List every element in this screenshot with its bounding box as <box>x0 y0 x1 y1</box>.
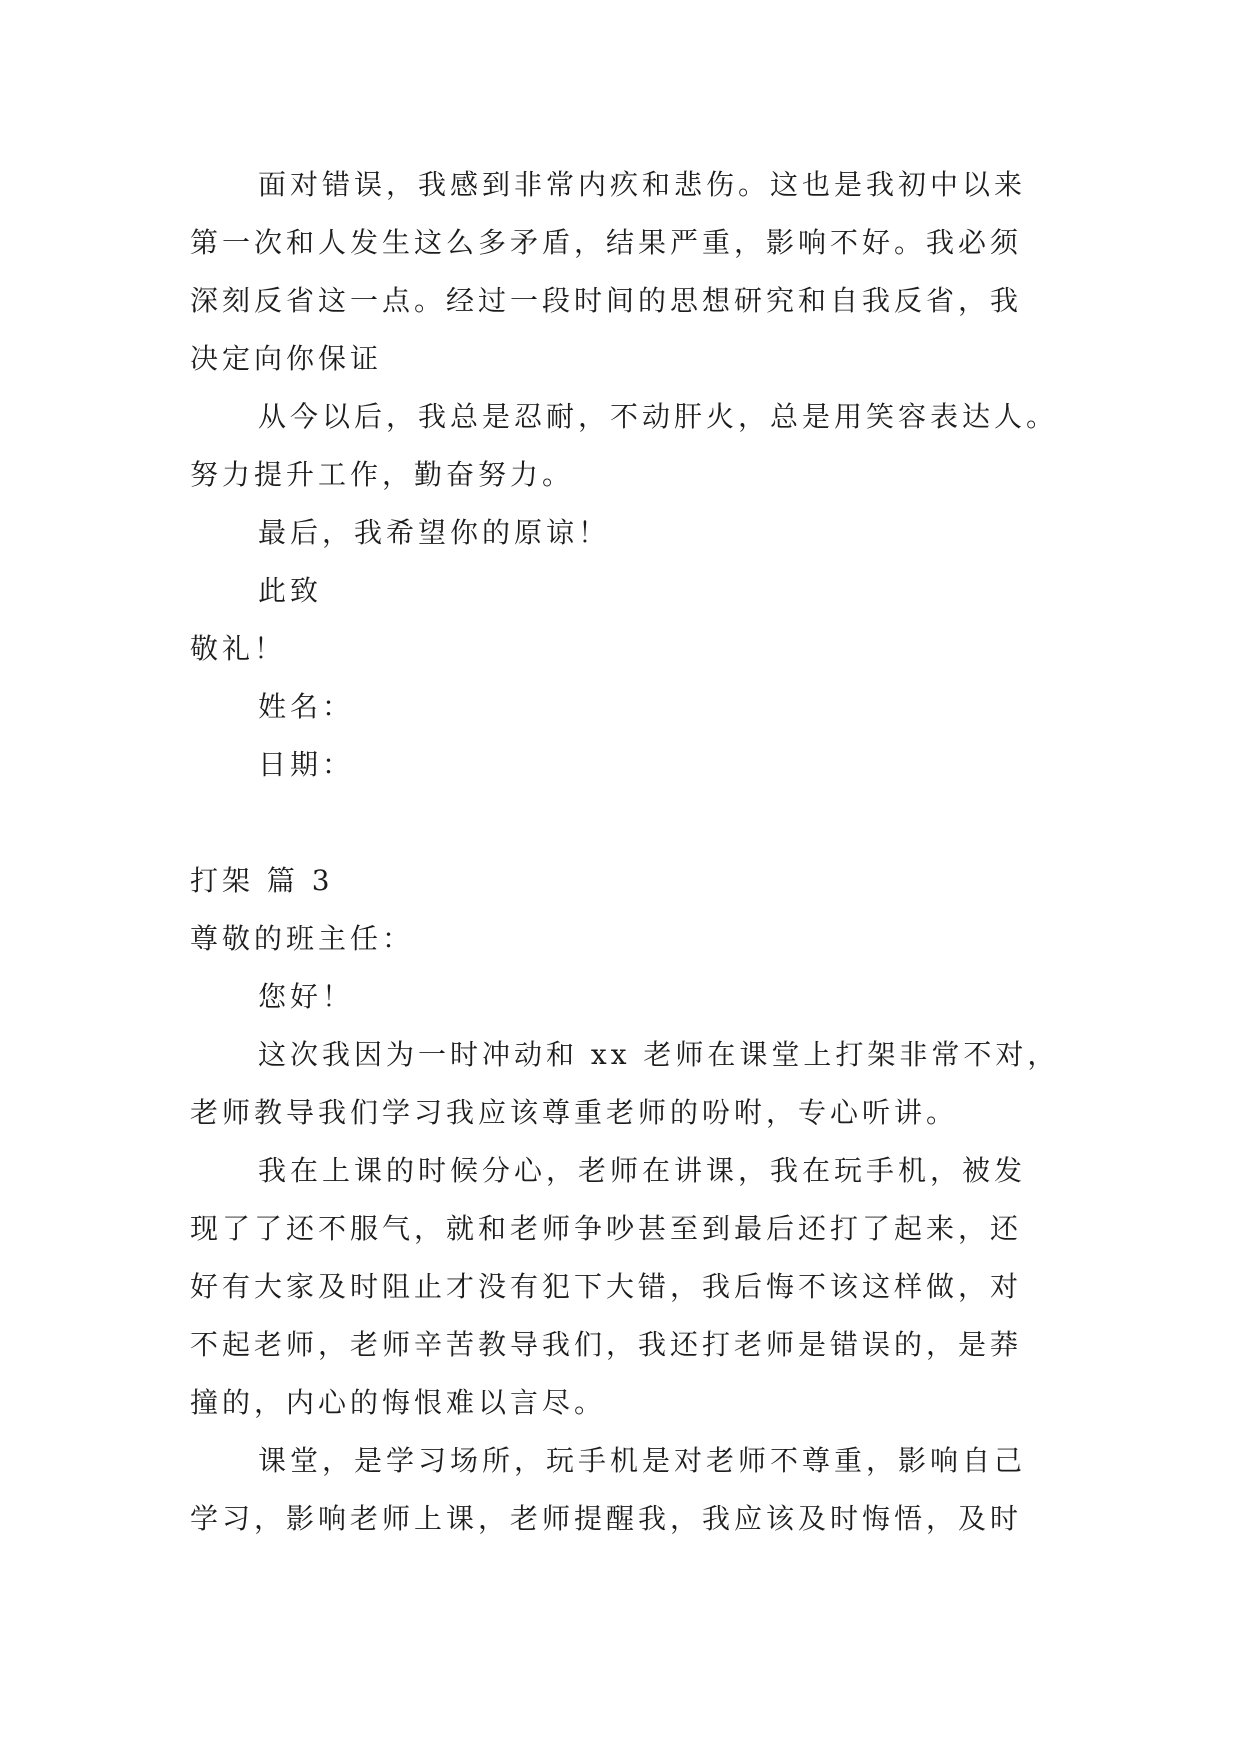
paragraph-line: 决定向你保证 <box>190 342 383 375</box>
closing-line: 敬礼！ <box>190 632 287 665</box>
paragraph-line: 面对错误，我感到非常内疚和悲伤。这也是我初中以来 <box>258 168 1027 201</box>
signature-name-line: 姓名： <box>258 690 355 723</box>
section-heading: 打架 篇 3 <box>190 864 334 897</box>
paragraph-line: 现了了还不服气，就和老师争吵甚至到最后还打了起来，还 <box>190 1212 1023 1245</box>
paragraph-line: 深刻反省这一点。经过一段时间的思想研究和自我反省，我 <box>190 284 1023 317</box>
paragraph-line: 好有大家及时阻止才没有犯下大错，我后悔不该这样做，对 <box>190 1270 1023 1303</box>
closing-line: 此致 <box>258 574 323 607</box>
signature-date-line: 日期： <box>258 748 355 781</box>
paragraph-line: 课堂，是学习场所，玩手机是对老师不尊重，影响自己 <box>258 1444 1027 1477</box>
paragraph-line: 努力提升工作，勤奋努力。 <box>190 458 575 491</box>
paragraph-line: 第一次和人发生这么多矛盾，结果严重，影响不好。我必须 <box>190 226 1023 259</box>
paragraph-line: 我在上课的时候分心，老师在讲课，我在玩手机，被发 <box>258 1154 1027 1187</box>
greeting: 您好！ <box>258 980 355 1013</box>
salutation: 尊敬的班主任： <box>190 922 415 955</box>
paragraph-line: 这次我因为一时冲动和 xx 老师在课堂上打架非常不对， <box>258 1038 1060 1071</box>
paragraph-line: 从今以后，我总是忍耐，不动肝火，总是用笑容表达人。 <box>258 400 1059 433</box>
paragraph-line: 撞的，内心的悔恨难以言尽。 <box>190 1386 607 1419</box>
paragraph-line: 老师教导我们学习我应该尊重老师的吩咐，专心听讲。 <box>190 1096 959 1129</box>
closing-line: 最后，我希望你的原谅！ <box>258 516 611 549</box>
paragraph-line: 不起老师，老师辛苦教导我们，我还打老师是错误的，是莽 <box>190 1328 1023 1361</box>
paragraph-line: 学习，影响老师上课，老师提醒我，我应该及时悔悟，及时 <box>190 1502 1023 1535</box>
